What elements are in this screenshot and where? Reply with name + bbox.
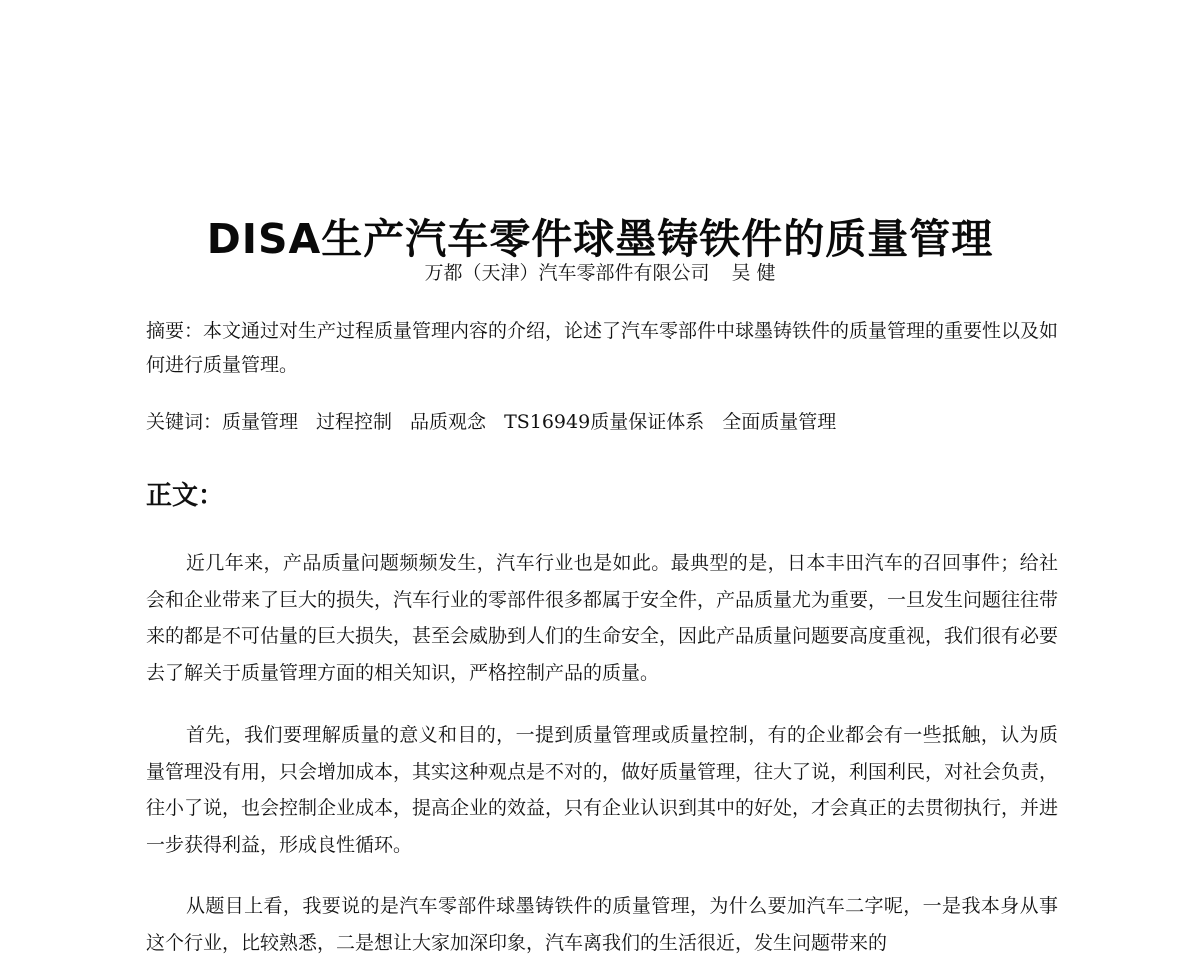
keywords-label: 关键词： xyxy=(146,411,223,433)
paper-title: DISA生产汽车零件球墨铸铁件的质量管理 xyxy=(206,215,994,264)
body-paragraph: 从题目上看，我要说的是汽车零部件球墨铸铁件的质量管理，为什么要加汽车二字呢，一是我本身从事这个行业，比较熟悉，二是想让大家加深印象，汽车离我们的生活很近，发生问题带来的 xyxy=(146,895,1058,954)
keyword: 品质观念 xyxy=(410,411,487,433)
keyword: TS16949质量保证体系 xyxy=(504,411,705,433)
body-paragraph: 近几年来，产品质量问题频频发生，汽车行业也是如此。最典型的是，日本丰田汽车的召回事件；给社会和企业带来了巨大的损失，汽车行业的零部件很多都属于安全件，产品质量尤为重要，一旦发生问题往往带来的都是不可估量的巨大损失，甚至会威胁到人们的生命安全，因此产品质量问题要高度重视，我们很有必要去了解关于质量管理方面的相关知识，严格控制产品的质量。 xyxy=(146,552,1059,684)
body-paragraph: 首先，我们要理解质量的意义和目的，一提到质量管理或质量控制，有的企业都会有一些抵触，认为质量管理没有用，只会增加成本，其实这种观点是不对的，做好质量管理，往大了说，利国利民，对社会负责，往小了说，也会控制企业成本，提高企业的效益，只有企业认识到其中的好处，才会真正的去贯彻执行，并进一步获得利益，形成良性循环。 xyxy=(146,724,1059,856)
keyword: 过程控制 xyxy=(316,411,393,433)
keyword: 质量管理 xyxy=(222,411,299,433)
section-heading: 正文： xyxy=(146,481,225,511)
author-line xyxy=(0,258,1200,288)
abstract: 摘要：本文通过对生产过程质量管理内容的介绍，论述了汽车零部件中球墨铸铁件的质量管理的重要性以及如何进行质量管理。 xyxy=(146,320,1059,376)
author-name: 吴 健 xyxy=(731,262,776,284)
keyword: 全面质量管理 xyxy=(722,411,837,433)
author-affiliation: 万都（天津）汽车零部件有限公司 xyxy=(424,262,710,284)
keywords-line xyxy=(146,405,1058,439)
